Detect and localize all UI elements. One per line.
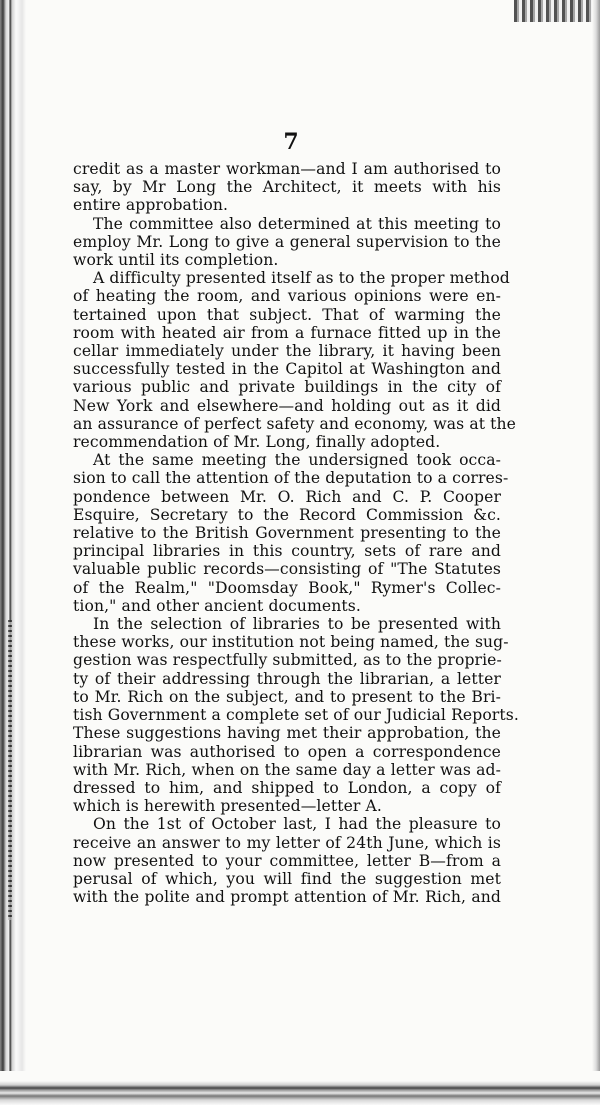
page-right-edge xyxy=(592,0,600,1105)
text-line: successfully tested in the Capitol at Washington and xyxy=(73,360,501,379)
text-line: of heating the room, and various opinions were en- xyxy=(73,287,501,306)
text-line: New York and elsewhere—and holding out as it did xyxy=(73,396,501,415)
text-line: pondence between Mr. O. Rich and C. P. Cooper xyxy=(73,487,501,506)
text-line: valuable public records—consisting of "The Statutes xyxy=(73,560,501,579)
text-line: work until its completion. xyxy=(73,251,279,270)
text-line: On the 1st of October last, I had the pleasure to xyxy=(93,815,501,834)
text-line: dressed to him, and shipped to London, a copy of xyxy=(73,778,501,797)
text-line: entire approbation. xyxy=(73,196,229,215)
binding-gutter xyxy=(0,0,26,1105)
text-line: recommendation of Mr. Long, finally adopted. xyxy=(73,433,441,452)
text-line: cellar immediately under the library, it having been xyxy=(73,342,501,361)
text-line: ty of their addressing through the librarian, a letter xyxy=(73,669,501,688)
binding-stitch xyxy=(8,620,12,920)
text-line: tish Government a complete set of our Judicial Reports. xyxy=(73,706,519,725)
text-line: an assurance of perfect safety and economy, was at the xyxy=(73,414,516,433)
text-line: of the Realm," "Doomsday Book," Rymer's Collec- xyxy=(73,578,501,597)
text-line: relative to the British Government presenting to the xyxy=(73,524,501,543)
text-line: principal libraries in this country, sets of rare and xyxy=(73,542,501,561)
text-line: with Mr. Rich, when on the same day a letter was ad- xyxy=(73,760,501,779)
page-bottom-edge xyxy=(0,1071,600,1105)
text-line: The committee also determined at this meeting to xyxy=(93,214,501,233)
text-line: perusal of which, you will find the suggestion met xyxy=(73,869,501,888)
text-line: librarian was authorised to open a correspondence xyxy=(73,742,501,761)
scan-edge-mark xyxy=(514,0,600,22)
text-line: tertained upon that subject. That of warming the xyxy=(73,305,501,324)
text-line: with the polite and prompt attention of Mr. Rich, and xyxy=(73,888,501,907)
text-line: These suggestions having met their approbation, the xyxy=(73,724,501,743)
text-line: At the same meeting the undersigned took occa- xyxy=(93,451,501,470)
text-line: receive an answer to my letter of 24th June, which is xyxy=(73,833,501,852)
text-line: these works, our institution not being named, the sug- xyxy=(73,633,509,652)
body-text xyxy=(73,160,519,907)
text-line: credit as a master workman—and I am authorised to xyxy=(73,160,501,178)
page-number: 7 xyxy=(283,129,299,155)
text-line: now presented to your committee, letter B—from a xyxy=(73,851,501,870)
text-line: sion to call the attention of the deputation to a corres- xyxy=(73,469,509,488)
text-line: to Mr. Rich on the subject, and to present to the Bri- xyxy=(73,687,501,706)
text-line: say, by Mr Long the Architect, it meets with his xyxy=(73,178,501,197)
text-line: Esquire, Secretary to the Record Commission &c. xyxy=(73,505,501,524)
text-line: tion," and other ancient documents. xyxy=(73,596,361,615)
text-line: In the selection of libraries to be presented with xyxy=(93,615,501,634)
text-line: gestion was respectfully submitted, as to the proprie- xyxy=(73,651,502,670)
text-line: which is herewith presented—letter A. xyxy=(73,797,382,816)
text-line: A difficulty presented itself as to the proper method xyxy=(93,269,510,288)
text-line: room with heated air from a furnace fitted up in the xyxy=(73,323,501,342)
text-line: employ Mr. Long to give a general supervision to the xyxy=(73,232,501,251)
text-line: various public and private buildings in the city of xyxy=(73,378,501,397)
